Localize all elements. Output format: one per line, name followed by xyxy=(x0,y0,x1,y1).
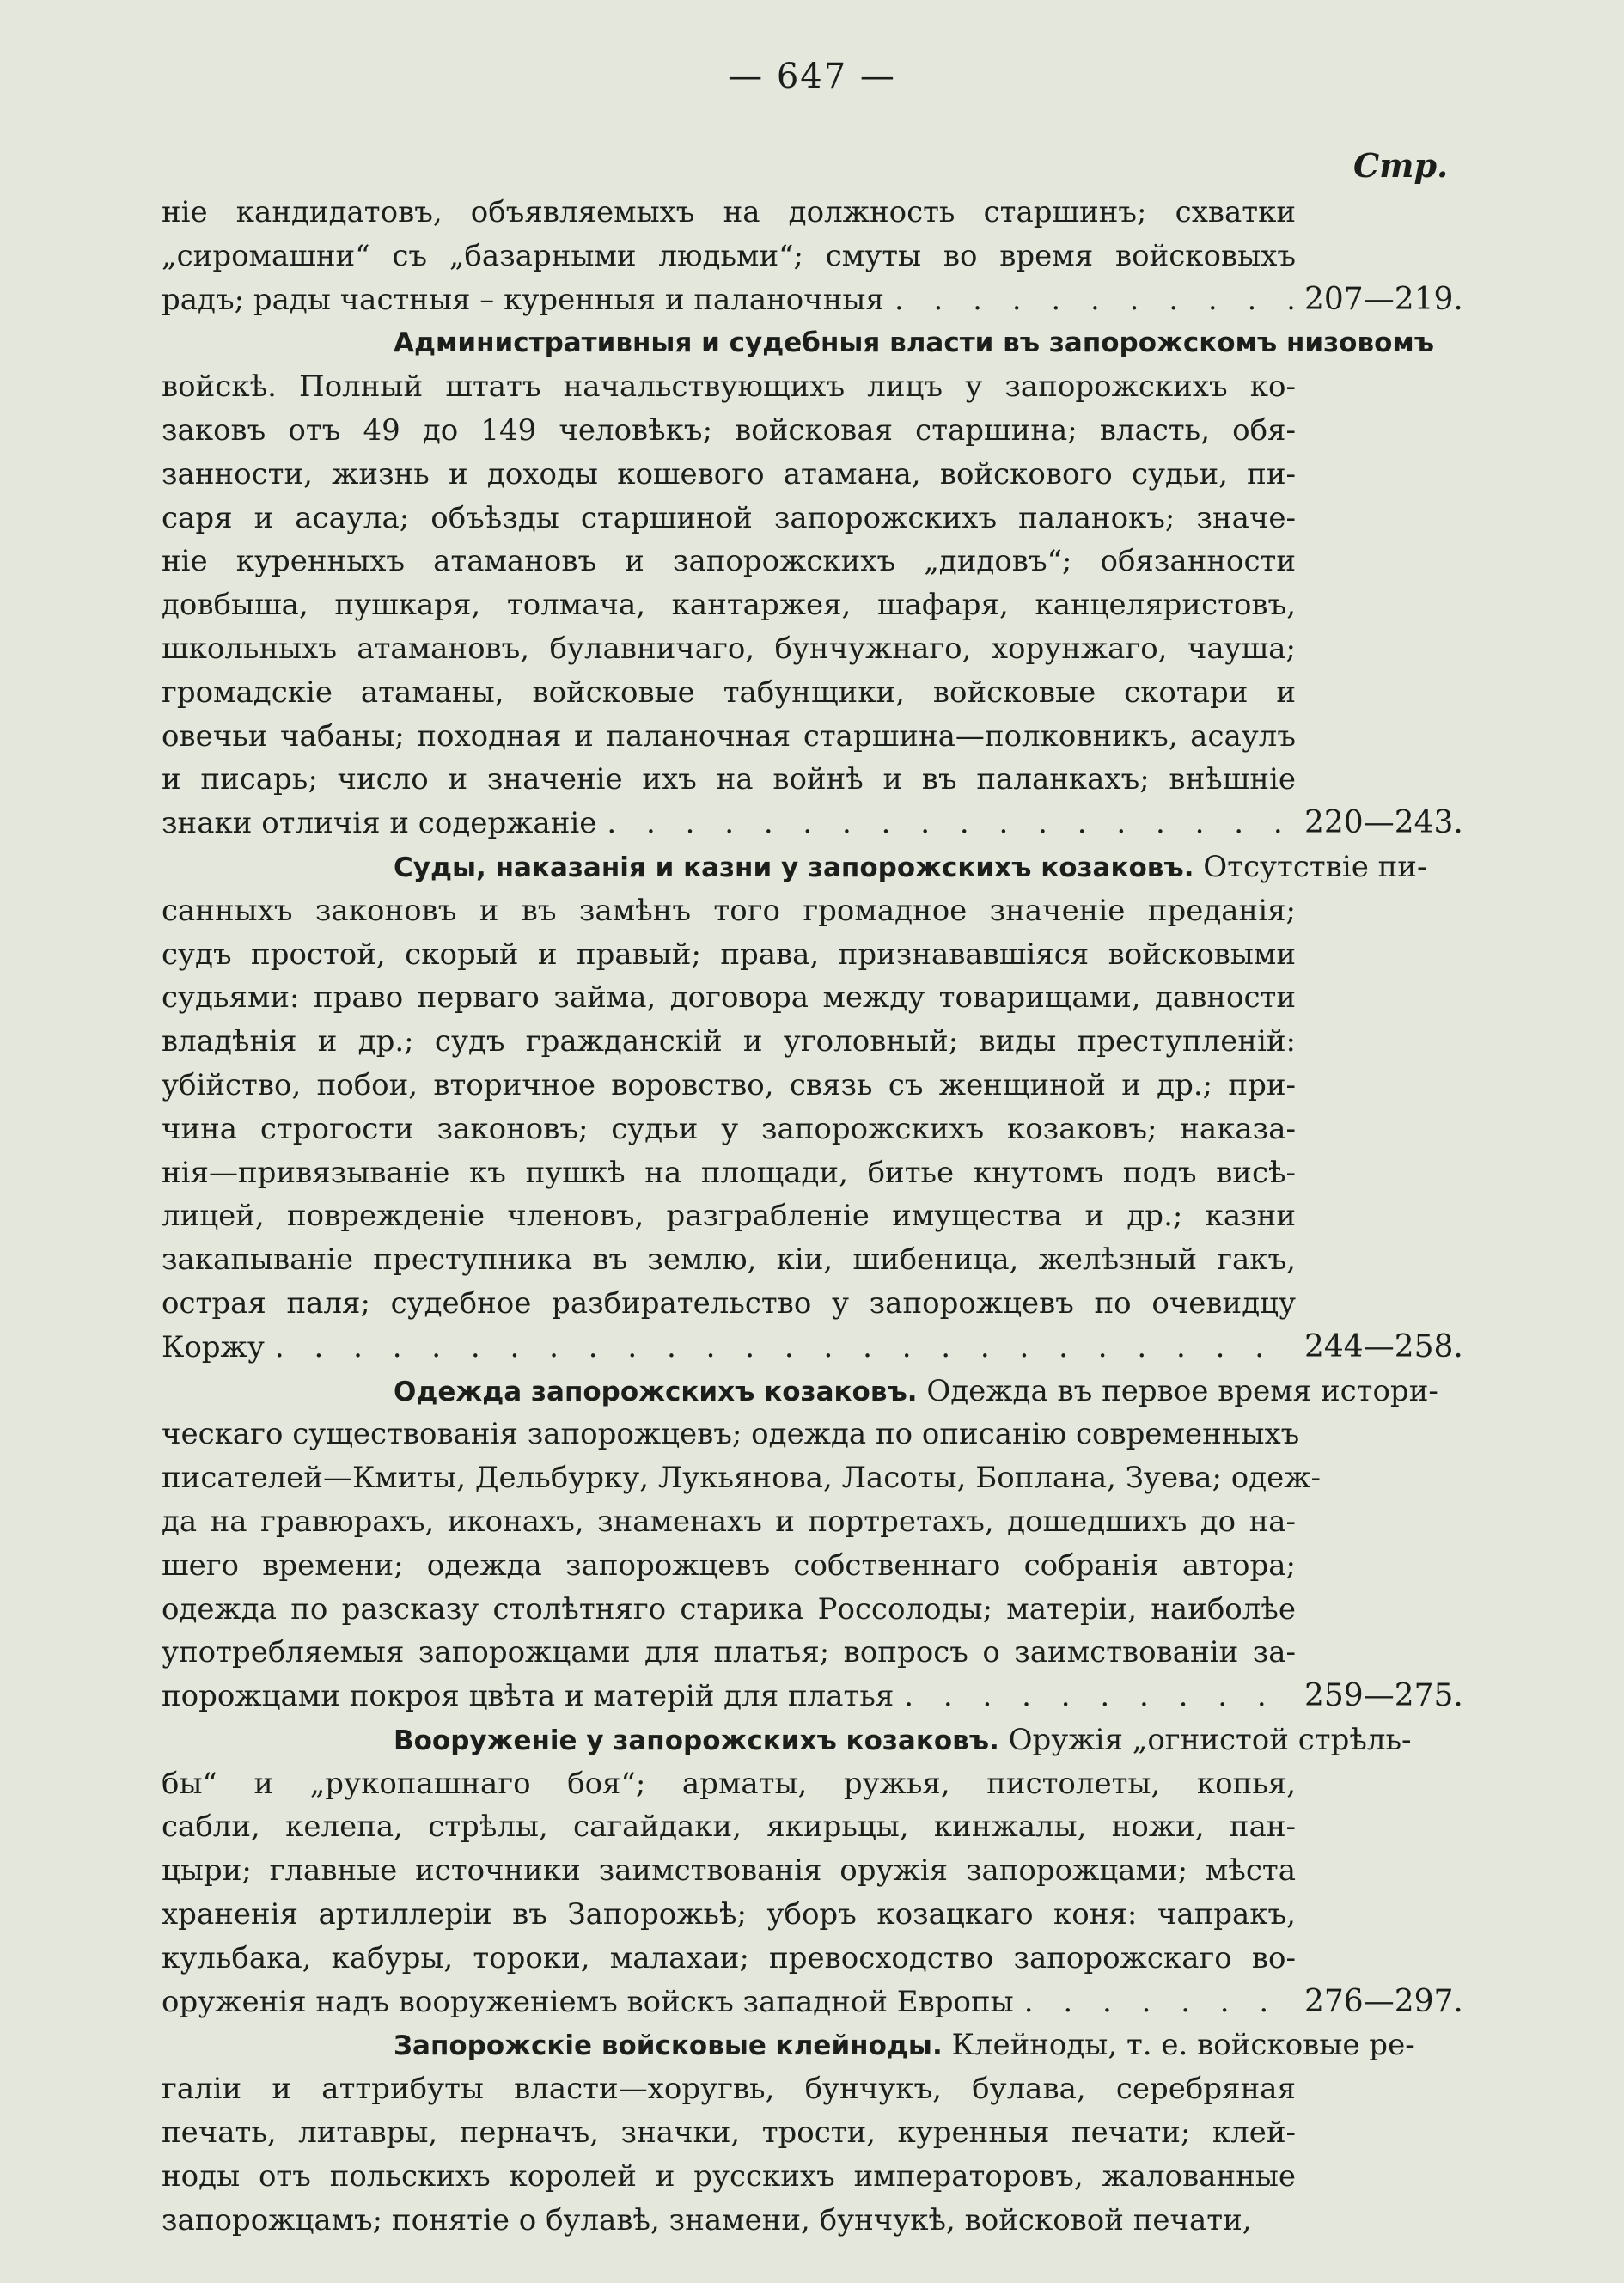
page-range: 207—219. xyxy=(1304,281,1463,317)
toc-line: храненія артиллеріи въ Запорожьѣ; уборъ козацкаго коня: чапракъ, xyxy=(162,1897,1296,1932)
toc-line: нія—привязываніе къ пушкѣ на площади, битье кнутомъ подъ висѣ- xyxy=(162,1155,1296,1190)
toc-line: ческаго существованія запорожцевъ; одежда по описанію современныхъ xyxy=(162,1417,1300,1452)
toc-line: употребляемыя запорожцами для платья; вопросъ о заимствованіи за- xyxy=(162,1635,1296,1670)
toc-entry-end: Коржу . . . 244—258. xyxy=(162,1326,1468,1370)
section-heading-line: Запорожскіе войсковые клейноды. Клейноды, т. е. войсковые ре- xyxy=(394,2028,1415,2063)
toc-line: довбыша, пушкаря, толмача, кантаржея, шафаря, канцеляристовъ, xyxy=(162,588,1296,623)
section-heading-line: Вооруженіе у запорожскихъ козаковъ. Оружія „огнистой стрѣль- xyxy=(394,1722,1412,1757)
page-number: — 647 — xyxy=(728,57,896,96)
toc-entry-end: порожцами покроя цвѣта и матерій для платья . . . 259—275. xyxy=(162,1675,1468,1718)
section-heading: Одежда запорожскихъ козаковъ. xyxy=(394,1376,918,1407)
toc-entry-end: радъ; рады частныя – куренныя и паланочныя . . . 207—219. xyxy=(162,278,1468,322)
dot-leader xyxy=(596,802,1297,845)
section-heading-line xyxy=(162,321,1468,365)
toc-line: закапываніе преступника въ землю, кіи, шибеница, желѣзный гакъ, xyxy=(162,1242,1296,1278)
toc-line: бы“ и „рукопашнаго боя“; арматы, ружья, пистолеты, копья, xyxy=(162,1766,1296,1801)
section-heading: Запорожскіе войсковые клейноды. xyxy=(394,2030,943,2062)
toc-line: заковъ отъ 49 до 149 человѣкъ; войсковая старшина; власть, обя- xyxy=(162,412,1296,448)
table-of-contents xyxy=(162,191,1468,2242)
section-heading-line: Суды, наказанія и казни у запорожскихъ козаковъ. Отсутствіе пи- xyxy=(394,849,1427,884)
toc-line: занности, жизнь и доходы кошевого атамана, войскового судьи, пи- xyxy=(162,456,1296,491)
pages-column-label: Стр. xyxy=(1353,146,1449,185)
toc-line: „сиромашни“ съ „базарными людьми“; смуты во время войсковыхъ xyxy=(162,238,1296,273)
toc-line: шего времени; одежда запорожцевъ собственнаго собранія автора; xyxy=(162,1547,1296,1583)
dot-leader xyxy=(884,278,1297,322)
toc-line: запорожцамъ; понятіе о булавѣ, знамени, бунчукѣ, войсковой печати, xyxy=(162,2202,1252,2237)
toc-entry-end: знаки отличія и содержаніе . . . 220—243. xyxy=(162,802,1468,845)
toc-line: лицей, поврежденіе членовъ, разграбленіе имущества и др.; казни xyxy=(162,1199,1296,1234)
toc-line: саря и асаула; объѣзды старшиной запорожскихъ паланокъ; значе- xyxy=(162,500,1296,535)
section-heading: Суды, наказанія и казни у запорожскихъ козаковъ. xyxy=(394,852,1194,883)
toc-line: войскѣ. Полный штатъ начальствующихъ лицъ у запорожскихъ ко- xyxy=(162,369,1296,405)
toc-line: печать, литавры, перначъ, значки, трости, куренныя печати; клей- xyxy=(162,2115,1296,2151)
dot-leader xyxy=(1014,1981,1297,2024)
toc-line: писателей—Кмиты, Дельбурку, Лукьянова, Ласоты, Боплана, Зуева; одеж- xyxy=(162,1461,1322,1496)
toc-line: школьныхъ атамановъ, булавничаго, бунчужнаго, хорунжаго, чауша; xyxy=(162,631,1296,666)
toc-line: ноды отъ польскихъ королей и русскихъ императоровъ, жалованные xyxy=(162,2158,1296,2194)
toc-line: галіи и аттрибуты власти—хоругвь, бунчукъ, булава, серебряная xyxy=(162,2072,1296,2107)
toc-line: ніе кандидатовъ, объявляемыхъ на должность старшинъ; схватки xyxy=(162,195,1296,229)
section-heading: Административныя и судебныя власти въ запорожскомъ низовомъ xyxy=(394,327,1435,359)
page-range: 259—275. xyxy=(1304,1678,1463,1714)
toc-entry-end: оруженія надъ вооруженіемъ войскъ западной Европы . . . 276—297. xyxy=(162,1981,1468,2024)
page-range: 220—243. xyxy=(1304,805,1463,841)
toc-line: судьями: право перваго займа, договора между товарищами, давности xyxy=(162,980,1296,1016)
toc-line: и писарь; число и значеніе ихъ на войнѣ и въ паланкахъ; внѣшніе xyxy=(162,762,1296,797)
section-heading: Вооруженіе у запорожскихъ козаковъ. xyxy=(394,1724,999,1756)
toc-line: цыри; главные источники заимствованія оружія запорожцами; мѣста xyxy=(162,1853,1296,1889)
toc-line: владѣнія и др.; судъ гражданскій и уголовный; виды преступленій: xyxy=(162,1024,1296,1059)
dot-leader xyxy=(265,1326,1297,1370)
toc-line: да на гравюрахъ, иконахъ, знаменахъ и портретахъ, дошедшихъ до на- xyxy=(162,1504,1296,1539)
dot-leader xyxy=(894,1675,1297,1718)
toc-line: одежда по разсказу столѣтняго старика Россолоды; матеріи, наиболѣе xyxy=(162,1591,1296,1627)
toc-line: ніе куренныхъ атамановъ и запорожскихъ „дидовъ“; обязанности xyxy=(162,544,1296,579)
toc-line: сабли, келепа, стрѣлы, сагайдаки, якирьцы, кинжалы, ножи, пан- xyxy=(162,1810,1296,1845)
section-heading-line: Одежда запорожскихъ козаковъ. Одежда въ первое время истори- xyxy=(394,1373,1438,1408)
toc-line: судъ простой, скорый и правый; права, признававшіяся войсковыми xyxy=(162,937,1296,972)
page-range: 244—258. xyxy=(1304,1328,1463,1364)
toc-line: санныхъ законовъ и въ замѣнъ того громадное значеніе преданія; xyxy=(162,893,1296,928)
page-range: 276—297. xyxy=(1304,1983,1463,2019)
toc-line: овечьи чабаны; походная и паланочная старшина—полковникъ, асаулъ xyxy=(162,718,1296,754)
toc-line: кульбака, кабуры, тороки, малахаи; превосходство запорожскаго во- xyxy=(162,1940,1296,1975)
toc-line: убійство, побои, вторичное воровство, связь съ женщиной и др.; при- xyxy=(162,1067,1296,1102)
toc-line: чина строгости законовъ; судьи у запорожскихъ козаковъ; наказа- xyxy=(162,1111,1296,1146)
toc-line: громадскіе атаманы, войсковые табунщики, войсковые скотари и xyxy=(162,675,1296,710)
toc-line: острая паля; судебное разбирательство у запорожцевъ по очевидцу xyxy=(162,1285,1296,1321)
